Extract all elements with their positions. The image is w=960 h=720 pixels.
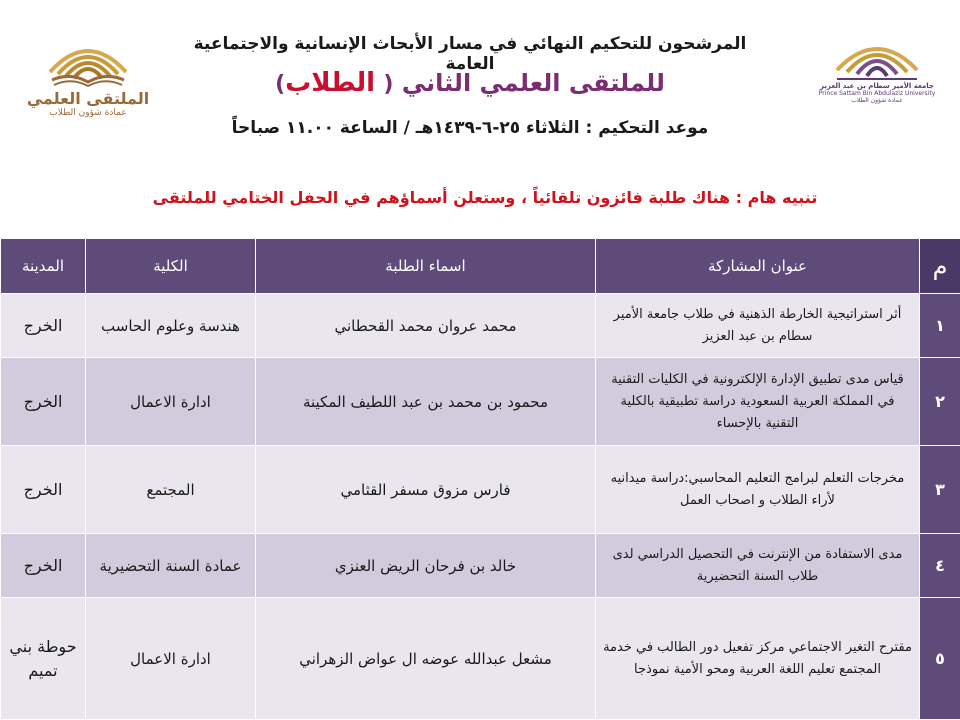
subtitle-open-paren: ( <box>383 72 394 97</box>
subtitle-strong: الطلاب <box>285 68 376 98</box>
table-row <box>1 294 960 358</box>
row-num: ٥ <box>920 598 960 720</box>
logo-right-english-name: Prince Sattam Bin Abdulaziz University <box>818 90 936 97</box>
row-city: الخرج <box>1 294 86 358</box>
row-num: ١ <box>920 294 960 358</box>
row-city: الخرج <box>1 446 86 534</box>
row-students: فارس مزوق مسفر القثامي <box>256 446 596 534</box>
row-city: الخرج <box>1 534 86 598</box>
subtitle-main: للملتقى العلمي الثاني <box>401 69 665 97</box>
row-num: ٣ <box>920 446 960 534</box>
row-students: خالد بن فرحان الريض العنزي <box>256 534 596 598</box>
header-city: المدينة <box>1 239 86 294</box>
table-row <box>1 534 960 598</box>
subtitle-close-paren: ) <box>275 72 286 97</box>
university-logo <box>818 30 936 126</box>
row-num: ٢ <box>920 358 960 446</box>
table-row <box>1 358 960 446</box>
row-college: ادارة الاعمال <box>86 358 256 446</box>
multaqa-logo <box>18 28 158 123</box>
table-row <box>1 446 960 534</box>
logo-left-subtitle: عمادة شؤون الطلاب <box>49 108 127 118</box>
row-title: مدى الاستفادة من الإنترنت في التحصيل الدراسي لدى طلاب السنة التحضيرية <box>596 534 920 598</box>
schedule-text: موعد التحكيم : الثلاثاء ٢٥-٦-١٤٣٩هـ / الساعة ١١.٠٠ صباحاً <box>231 118 709 138</box>
row-college: ادارة الاعمال <box>86 598 256 720</box>
row-num: ٤ <box>920 534 960 598</box>
row-college: عمادة السنة التحضيرية <box>86 534 256 598</box>
row-title: أثر استراتيجية الخارطة الذهنية في طلاب جامعة الأمير سطام بن عبد العزيز <box>596 294 920 358</box>
row-college: المجتمع <box>86 446 256 534</box>
row-students: محمود بن محمد بن عبد اللطيف المكينة <box>256 358 596 446</box>
header-num: م <box>920 239 960 294</box>
notice-text: تنبيه هام : هناك طلبة فائزون تلقائياً ، وستعلن أسماؤهم في الحفل الختامي للملتقى <box>152 188 818 207</box>
candidates-table <box>0 238 960 720</box>
document-header <box>0 0 960 238</box>
row-city: الخرج <box>1 358 86 446</box>
row-title: قياس مدى تطبيق الإدارة الإلكترونية في الكليات التقنية في المملكة العربية السعودية دراسة تطبيقية بالكلية التقنية بالإحساء <box>596 358 920 446</box>
table-row <box>1 598 960 720</box>
row-students: مشعل عبدالله عوضه ال عواض الزهراني <box>256 598 596 720</box>
row-city: حوطة بني تميم <box>1 598 86 720</box>
page-subtitle <box>170 68 770 98</box>
logo-left-name: الملتقى العلمي <box>26 89 150 108</box>
book-logo-icon <box>42 28 134 88</box>
header-college: الكلية <box>86 239 256 294</box>
logo-right-deanship: عمادة شؤون الطلاب <box>851 97 903 104</box>
row-college: هندسة وعلوم الحاسب <box>86 294 256 358</box>
row-title: مخرجات التعلم لبرامج التعليم المحاسبي:دراسة ميدانيه لأراء الطلاب و اصحاب العمل <box>596 446 920 534</box>
header-title: عنوان المشاركة <box>596 239 920 294</box>
header-students: اسماء الطلبة <box>256 239 596 294</box>
logo-right-arabic-name: جامعة الأمير سطام بن عبد العزيز <box>820 82 934 90</box>
row-title: مقترح التغير الاجتماعي مركز تفعيل دور الطالب في خدمة المجتمع تعليم اللغة العربية ومحو الأمية نموذجا <box>596 598 920 720</box>
table-header-row <box>1 239 960 294</box>
page-title: المرشحون للتحكيم النهائي في مسار الأبحاث الإنسانية والاجتماعية العامة <box>193 34 747 74</box>
row-students: محمد عروان محمد القحطاني <box>256 294 596 358</box>
university-emblem-icon <box>827 30 927 82</box>
